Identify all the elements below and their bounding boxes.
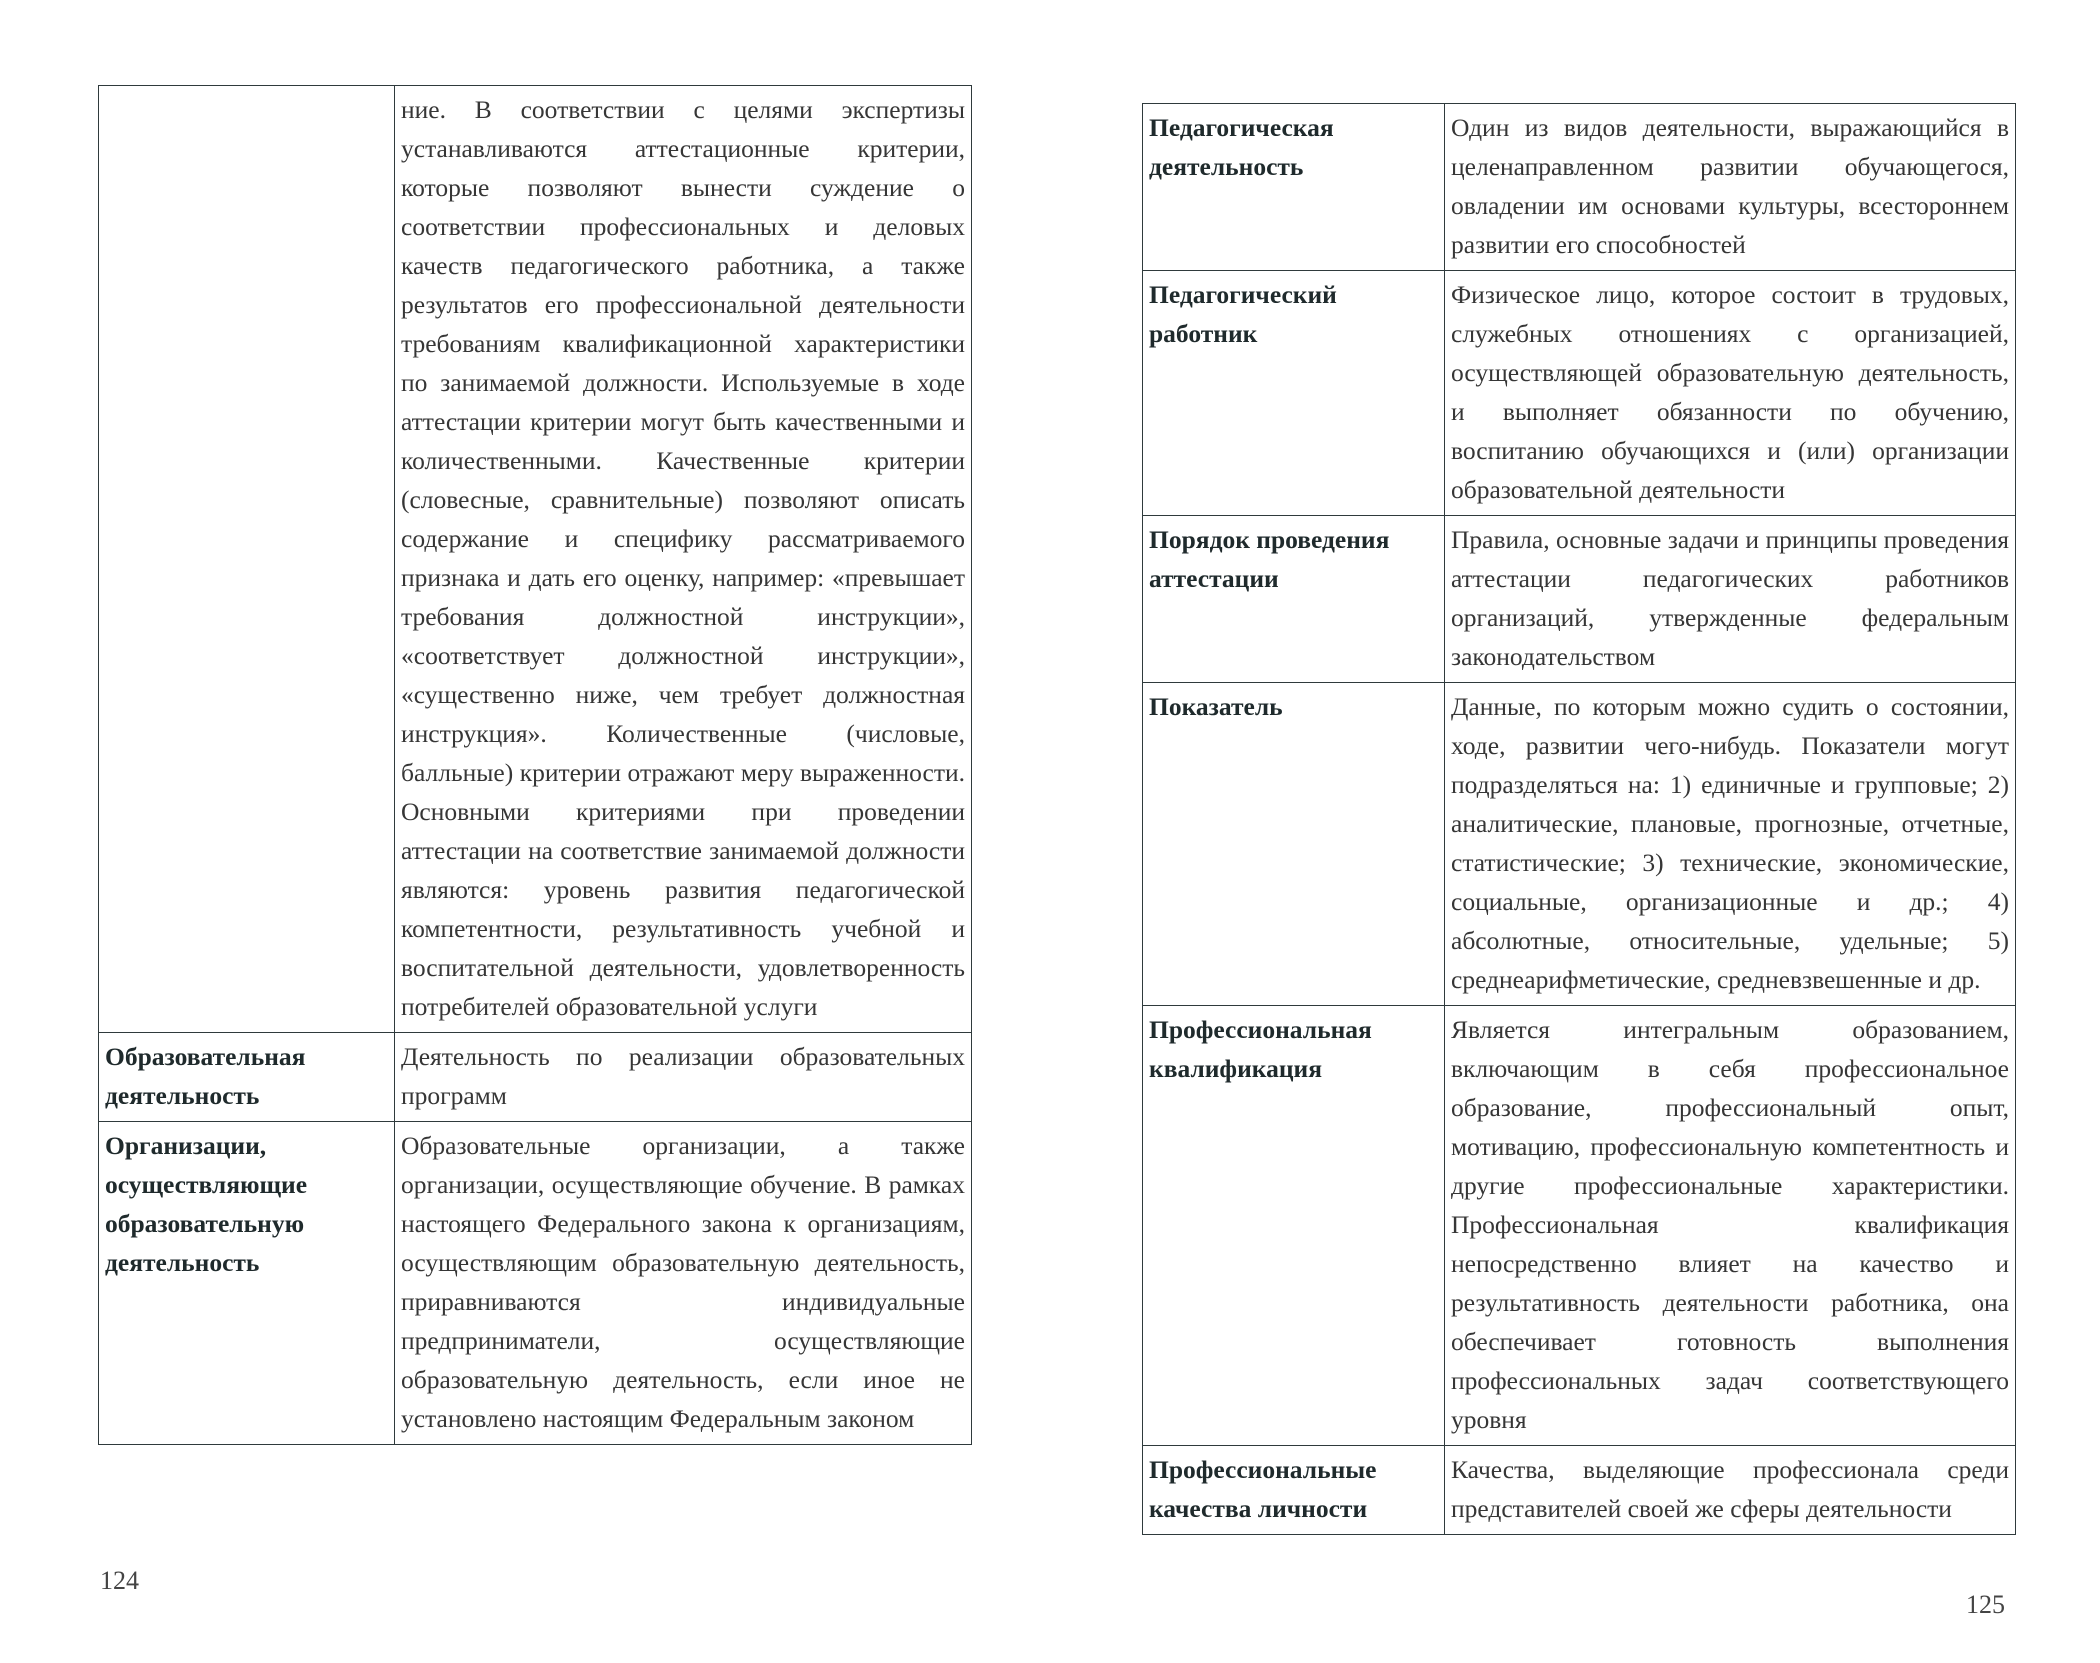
table-row <box>1143 683 2016 1006</box>
left-page <box>98 85 972 1445</box>
term-cell: Профессиональная квалификация <box>1143 1006 1445 1446</box>
right-page <box>1142 103 2016 1535</box>
term-cell: Профессиональные качества личности <box>1143 1446 1445 1535</box>
definition-cell: ние. В соответствии с целями экспертизы устанавливаются аттестационные критерии, которые позволяют вынести суждение о соответствии профессиональных и деловых качеств педагогического работника, а также результатов его профессиональной деятельности требованиям квалификационной характеристики по занимаемой должности. Используемые в ходе аттестации критерии могут быть качественными и количественными. Качественные критерии (словесные, сравнительные) позволяют описать содержание и специфику рассматриваемого признака и дать его оценку, например: «превышает требования должностной инструкции», «соответствует должностной инструкции», «существенно ниже, чем требует должностная инструкция». Количественные (числовые, балльные) критерии отражают меру выраженности. Основными критериями при проведении аттестации на соответствие занимаемой должности являются: уровень развития педагогической компетентности, результативность учебной и воспитательной деятельности, удовлетворенность потребителей образовательной услуги <box>395 86 972 1033</box>
definition-cell: Один из видов деятельности, выражающийся в целенаправленном развитии обучающегося, овладении им основами культуры, всестороннем развитии его способностей <box>1445 104 2016 271</box>
term-cell: Образовательная деятельность <box>99 1033 395 1122</box>
page-number-left: 124 <box>100 1566 139 1595</box>
definition-cell: Качества, выделяющие профессионала среди представителей своей же сферы деятельности <box>1445 1446 2016 1535</box>
term-cell: Организации, осуществляющие образовательную деятельность <box>99 1122 395 1445</box>
page-number-right: 125 <box>1966 1590 2005 1619</box>
term-cell: Педагогическая деятельность <box>1143 104 1445 271</box>
glossary-table-left <box>98 85 972 1445</box>
term-cell: Показатель <box>1143 683 1445 1006</box>
table-row <box>1143 516 2016 683</box>
definition-cell: Правила, основные задачи и принципы проведения аттестации педагогических работников организаций, утвержденные федеральным законодательством <box>1445 516 2016 683</box>
definition-cell: Данные, по которым можно судить о состоянии, ходе, развитии чего-нибудь. Показатели могут подразделяться на: 1) единичные и групповые; 2) аналитические, плановые, прогнозные, отчетные, статистические; 3) технические, экономические, социальные, организационные и др.; 4) абсолютные, относительные, удельные; 5) среднеарифметические, средневзвешенные и др. <box>1445 683 2016 1006</box>
definition-cell: Физическое лицо, которое состоит в трудовых, служебных отношениях с организацией, осуществляющей образовательную деятельность, и выполняет обязанности по обучению, воспитанию обучающихся и (или) организации образовательной деятельности <box>1445 271 2016 516</box>
table-row <box>1143 1006 2016 1446</box>
table-row <box>99 1122 972 1445</box>
definition-cell: Деятельность по реализации образовательных программ <box>395 1033 972 1122</box>
table-row <box>1143 271 2016 516</box>
table-row <box>99 86 972 1033</box>
definition-cell: Образовательные организации, а также организации, осуществляющие обучение. В рамках настоящего Федерального закона к организациям, осуществляющим образовательную деятельность, приравниваются индивидуальные предприниматели, осуществляющие образовательную деятельность, если иное не установлено настоящим Федеральным законом <box>395 1122 972 1445</box>
table-row <box>99 1033 972 1122</box>
term-cell: Педагогический работник <box>1143 271 1445 516</box>
table-row <box>1143 104 2016 271</box>
term-cell <box>99 86 395 1033</box>
table-row <box>1143 1446 2016 1535</box>
definition-cell: Является интегральным образованием, включающим в себя профессиональное образование, профессиональный опыт, мотивацию, профессиональную компетентность и другие профессиональные характеристики. Профессиональная квалификация непосредственно влияет на качество и результативность деятельности работника, она обеспечивает готовность выполнения профессиональных задач соответствующего уровня <box>1445 1006 2016 1446</box>
term-cell: Порядок проведения аттестации <box>1143 516 1445 683</box>
glossary-table-right <box>1142 103 2016 1535</box>
